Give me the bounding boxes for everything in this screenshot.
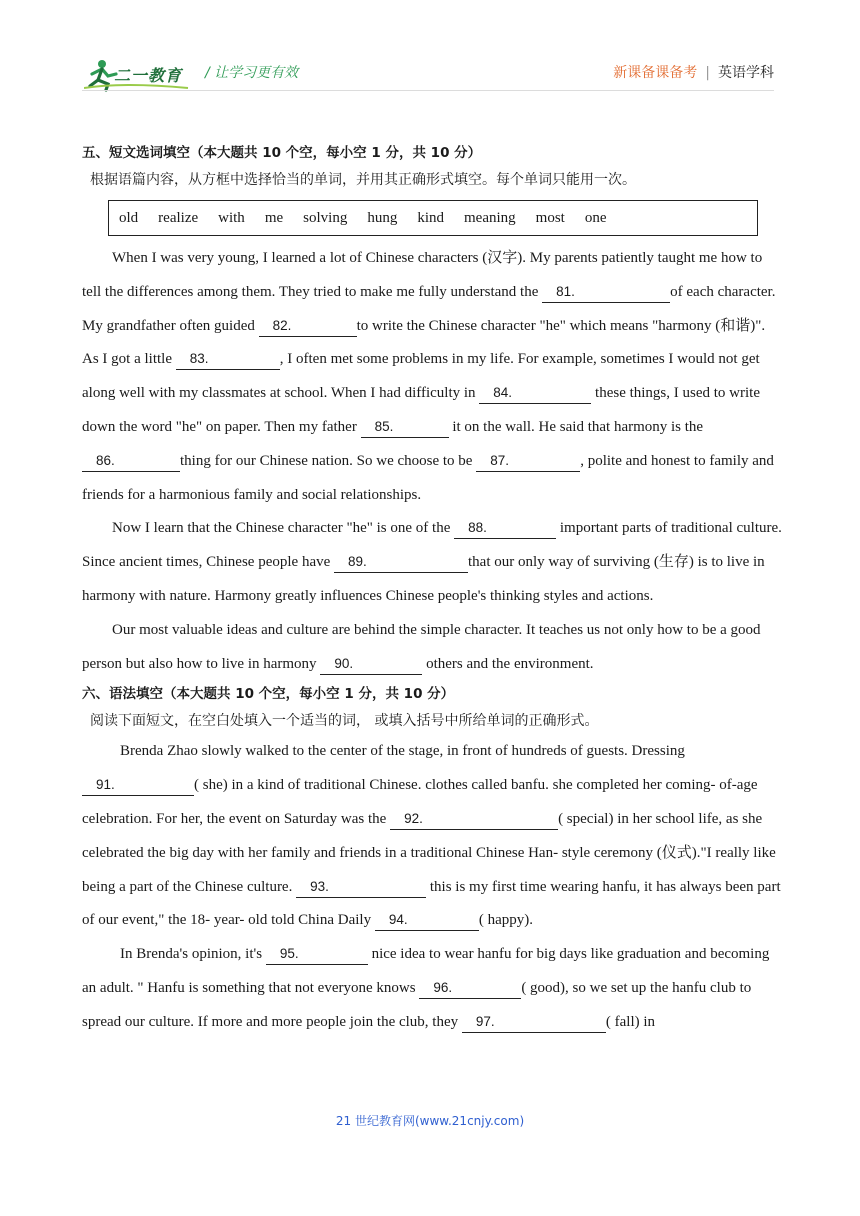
blank-85[interactable]: 85.: [361, 417, 449, 438]
word-box: [108, 200, 758, 236]
logo-text: 二一教育: [114, 66, 183, 85]
passage-text: , polite and honest to family and friends for a harmonious family and social relationships.: [82, 452, 774, 503]
page-header: [0, 0, 860, 100]
word-item: one: [584, 209, 607, 226]
blank-93[interactable]: 93.: [296, 877, 426, 898]
section6-instruction: 阅读下面短文，在空白处填入一个适当的词， 或填入括号中所给单词的正确形式。: [90, 713, 599, 730]
word-item: meaning: [464, 209, 516, 226]
blank-86[interactable]: 86.: [82, 451, 180, 472]
section5-title: 五、短文选词填空（本大题共 10 个空，每小空 1 分，共 10 分）: [82, 145, 482, 161]
header-course: 新课备课备考: [613, 65, 698, 81]
passage-text: Our most valuable ideas and culture are behind the simple character. It teaches us not only how to be a good person but also how to live in harmony: [82, 621, 761, 672]
passage-text: ( happy).: [478, 912, 533, 929]
blank-87[interactable]: 87.: [476, 451, 580, 472]
blank-89[interactable]: 89.: [334, 552, 468, 573]
blank-90[interactable]: 90.: [320, 654, 422, 675]
word-item: realize: [158, 209, 199, 226]
section6-paragraph-2: [82, 938, 784, 1039]
passage-text: In Brenda's opinion, it's: [120, 946, 266, 963]
blank-96[interactable]: 96.: [419, 978, 521, 999]
section5-paragraph-1: [82, 242, 784, 512]
blank-88[interactable]: 88.: [454, 518, 556, 539]
passage-text: to write the Chinese character "he" which means "harmony (和谐)". As I got a little: [82, 317, 766, 368]
blank-95[interactable]: 95.: [266, 944, 368, 965]
header-divider: [82, 90, 774, 91]
passage-text: of each character. My grandfather often guided: [82, 283, 776, 334]
blank-92[interactable]: 92.: [390, 809, 558, 830]
blank-84[interactable]: 84.: [479, 383, 591, 404]
header-slogan: / 让学习更有效: [205, 65, 299, 81]
word-item: kind: [417, 209, 444, 226]
word-item: solving: [303, 209, 348, 226]
word-item: hung: [367, 209, 398, 226]
passage-text: ( special) in her school life, as she celebrated the big day with her family and friends in a traditional Chinese Han- style ceremony (仪式)."I really like being a part of the Chinese culture.: [82, 810, 776, 895]
passage-text: When I was very young, I learned a lot of Chinese characters (汉字). My parents patiently taught me how to tell the differences among them. They tried to make me fully understand the: [82, 250, 763, 300]
passage-text: that our only way of surviving (生存) is to live in harmony with nature. Harmony greatly influences Chinese people's thinking styles and actions.: [82, 554, 765, 604]
passage-text: Brenda Zhao slowly walked to the center of the stage, in front of hundreds of guests. Dressing: [120, 743, 685, 760]
header-right: [613, 62, 774, 82]
passage-text: ( fall) in: [605, 1013, 656, 1030]
passage-text: others and the environment.: [422, 655, 594, 672]
passage-text: it on the wall. He said that harmony is the: [448, 418, 704, 435]
page-content: [82, 140, 784, 1040]
passage-text: ( she) in a kind of traditional Chinese. clothes called banfu. she completed her coming- of-age celebration. For her, the event on Saturday was the: [82, 777, 758, 827]
passage-text: thing for our Chinese nation. So we choose to be: [180, 452, 477, 469]
blank-83[interactable]: 83.: [176, 349, 280, 370]
page-footer: 21 世纪教育网(www.21cnjy.com): [335, 1114, 525, 1128]
section6-paragraph-1: [82, 735, 784, 938]
blank-91[interactable]: 91.: [82, 775, 194, 796]
passage-text: , I often met some problems in my life. For example, sometimes I would not get along well with my classmates at school. When I had difficulty in: [82, 351, 760, 402]
section6-title: 六、语法填空（本大题共 10 个空，每小空 1 分，共 10 分）: [82, 686, 455, 703]
blank-81[interactable]: 81.: [542, 282, 670, 303]
header-subject: 英语学科: [718, 65, 774, 81]
passage-text: Now I learn that the Chinese character "he" is one of the: [112, 520, 455, 537]
passage-text: nice idea to wear hanfu for big days like graduation and becoming an adult. " Hanfu is something that not everyone knows: [82, 946, 770, 996]
word-item: old: [119, 209, 139, 226]
word-item: most: [535, 209, 565, 226]
blank-94[interactable]: 94.: [375, 910, 479, 931]
blank-82[interactable]: 82.: [259, 316, 357, 337]
blank-97[interactable]: 97.: [462, 1012, 606, 1033]
word-item: me: [264, 209, 284, 226]
section5-paragraph-3: [82, 614, 784, 682]
passage-text: this is my first time wearing hanfu, it has always been part of our event," the 18- year- old told China Daily: [82, 878, 781, 929]
section5-instruction: 根据语篇内容，从方框中选择恰当的单词，并用其正确形式填空。每个单词只能用一次。: [90, 172, 636, 188]
passage-text: important parts of traditional culture. Since ancient times, Chinese people have: [82, 520, 782, 571]
passage-text: ( good), so we set up the hanfu club to spread our culture. If more and more people join the club, they: [82, 979, 752, 1030]
passage-text: these things, I used to write down the word "he" on paper. Then my father: [82, 385, 761, 435]
header-separator: |: [705, 65, 710, 81]
section5-paragraph-2: [82, 512, 784, 613]
word-item: with: [218, 209, 245, 226]
